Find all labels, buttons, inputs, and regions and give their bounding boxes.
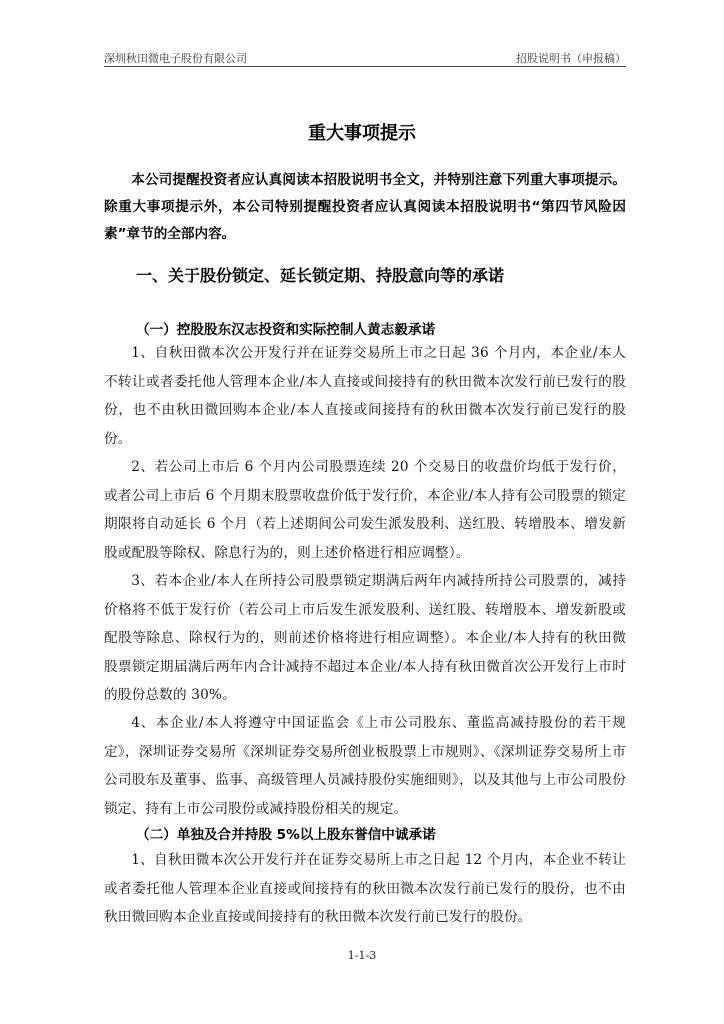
page-title: 重大事项提示 — [308, 123, 416, 144]
header-doc-type: 招股说明书（申报稿） — [516, 52, 626, 65]
subsection-heading-2: （二）单独及合并持股 5%以上股东誉信中诚承诺 — [136, 827, 436, 843]
page-header — [104, 50, 626, 66]
header-divider — [104, 66, 626, 67]
page-number: 1-1-3 — [347, 949, 377, 962]
paragraph-3: 3、若本企业/本人在所持公司股票锁定期满后两年内减持所持公司股票的，减持价格将不低于发行价（若公司上市后发生派发股利、送红股、转增股本、增发新股或配股等除息、除权行为的，则前述价格将进行相应调整）。本企业/本人持有的秋田微股票锁定期届满后两年内合计减持不超过本企业/本人持有秋田微首次公开发行上市时的股份总数的 30%。 — [104, 573, 626, 703]
intro-paragraph: 本公司提醒投资者应认真阅读本招股说明书全文，并特别注意下列重大事项提示。除重大事项提示外，本公司特别提醒投资者应认真阅读本招股说明书“第四节风险因素”章节的全部内容。 — [104, 172, 626, 242]
paragraph-2: 2、若公司上市后 6 个月内公司股票连续 20 个交易日的收盘价均低于发行价，或者公司上市后 6 个月期末股票收盘价低于发行价，本企业/本人持有公司股票的锁定期限将自动延长 6 个月（若上述期间公司发生派发股利、送红股、转增股本、增发新股或配股等除权、除息行为的，则上述价格进行相应调整）。 — [104, 459, 626, 561]
paragraph-1: 1、自秋田微本次公开发行并在证券交易所上市之日起 36 个月内，本企业/本人不转让或者委托他人管理本企业/本人直接或间接持有的秋田微本次发行前已发行的股份，也不由秋田微回购本企业/本人直接或间接持有的秋田微本次发行前已发行的股份。 — [104, 345, 626, 447]
paragraph-5: 1、自秋田微本次公开发行并在证券交易所上市之日起 12 个月内，本企业不转让或者委托他人管理本企业直接或间接持有的秋田微本次发行前已发行的股份，也不由秋田微回购本企业直接或间接持有的秋田微本次发行前已发行的股份。 — [104, 852, 626, 925]
paragraph-4: 4、本企业/本人将遵守中国证监会《上市公司股东、董监高减持股份的若干规定》，深圳证券交易所《深圳证券交易所创业板股票上市规则》、《深圳证券交易所上市公司股东及董事、监事、高级管理人员减持股份实施细则》，以及其他与上市公司股份锁定、持有上市公司股份或减持股份相关的规定。 — [104, 715, 626, 817]
subsection-heading-1: （一）控股股东汉志投资和实际控制人黄志毅承诺 — [136, 322, 436, 338]
section-heading: 一、关于股份锁定、延长锁定期、持股意向等的承诺 — [136, 266, 505, 285]
header-company: 深圳秋田微电子股份有限公司 — [104, 52, 247, 65]
